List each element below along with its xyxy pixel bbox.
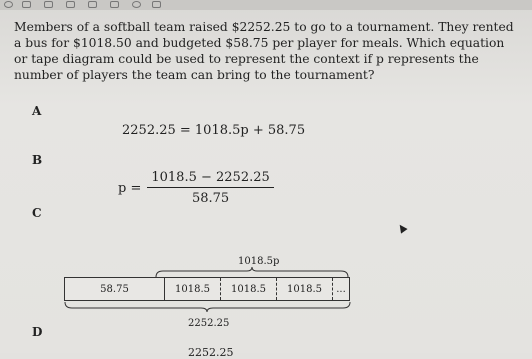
- option-b-lhs: p =: [118, 180, 142, 196]
- top-toolbar: [0, 0, 532, 10]
- tape-cell-ellipsis: ...: [336, 283, 346, 295]
- tape-cell-bus: 1018.5: [165, 278, 221, 300]
- toolbar-icon[interactable]: [88, 1, 97, 8]
- option-c-label[interactable]: C: [32, 206, 42, 220]
- tape-bottom-brace-label: 2252.25: [188, 318, 230, 329]
- option-d-equation-partial[interactable]: 2252.25: [188, 346, 234, 359]
- tape-diagram[interactable]: [64, 277, 350, 301]
- tape-bottom-brace: [64, 301, 352, 313]
- toolbar-icon[interactable]: [110, 1, 119, 8]
- tape-cell-bus: 1018.5: [277, 278, 333, 300]
- option-b-fraction: [147, 170, 273, 206]
- option-b-denominator: 58.75: [191, 191, 230, 206]
- option-b-equation[interactable]: [118, 170, 274, 206]
- toolbar-icon[interactable]: [152, 1, 161, 8]
- option-b-label[interactable]: B: [32, 153, 43, 167]
- tape-cell-bus: 1018.5: [221, 278, 277, 300]
- toolbar-icon[interactable]: [4, 1, 13, 8]
- toolbar-icon[interactable]: [66, 1, 75, 8]
- tape-top-brace-label: 1018.5p: [238, 256, 280, 267]
- question-text: Members of a softball team raised $2252.25 to go to a tournament. They rented a bus for $1018.50 and budgeted $58.75 per player for meals. Which equation or tape diagram could be used to represent the context if p represents the number of players the team can bring to the tournament?: [14, 20, 514, 82]
- option-a-label[interactable]: A: [32, 104, 42, 118]
- tape-cell-meals: 58.75: [65, 278, 165, 300]
- toolbar-icon[interactable]: [22, 1, 31, 8]
- toolbar-icon[interactable]: [44, 1, 53, 8]
- option-d-label[interactable]: D: [32, 325, 43, 339]
- option-b-numerator: 1018.5 − 2252.25: [147, 170, 273, 188]
- toolbar-icon[interactable]: [132, 1, 141, 8]
- option-a-equation[interactable]: 2252.25 = 1018.5p + 58.75: [122, 123, 306, 138]
